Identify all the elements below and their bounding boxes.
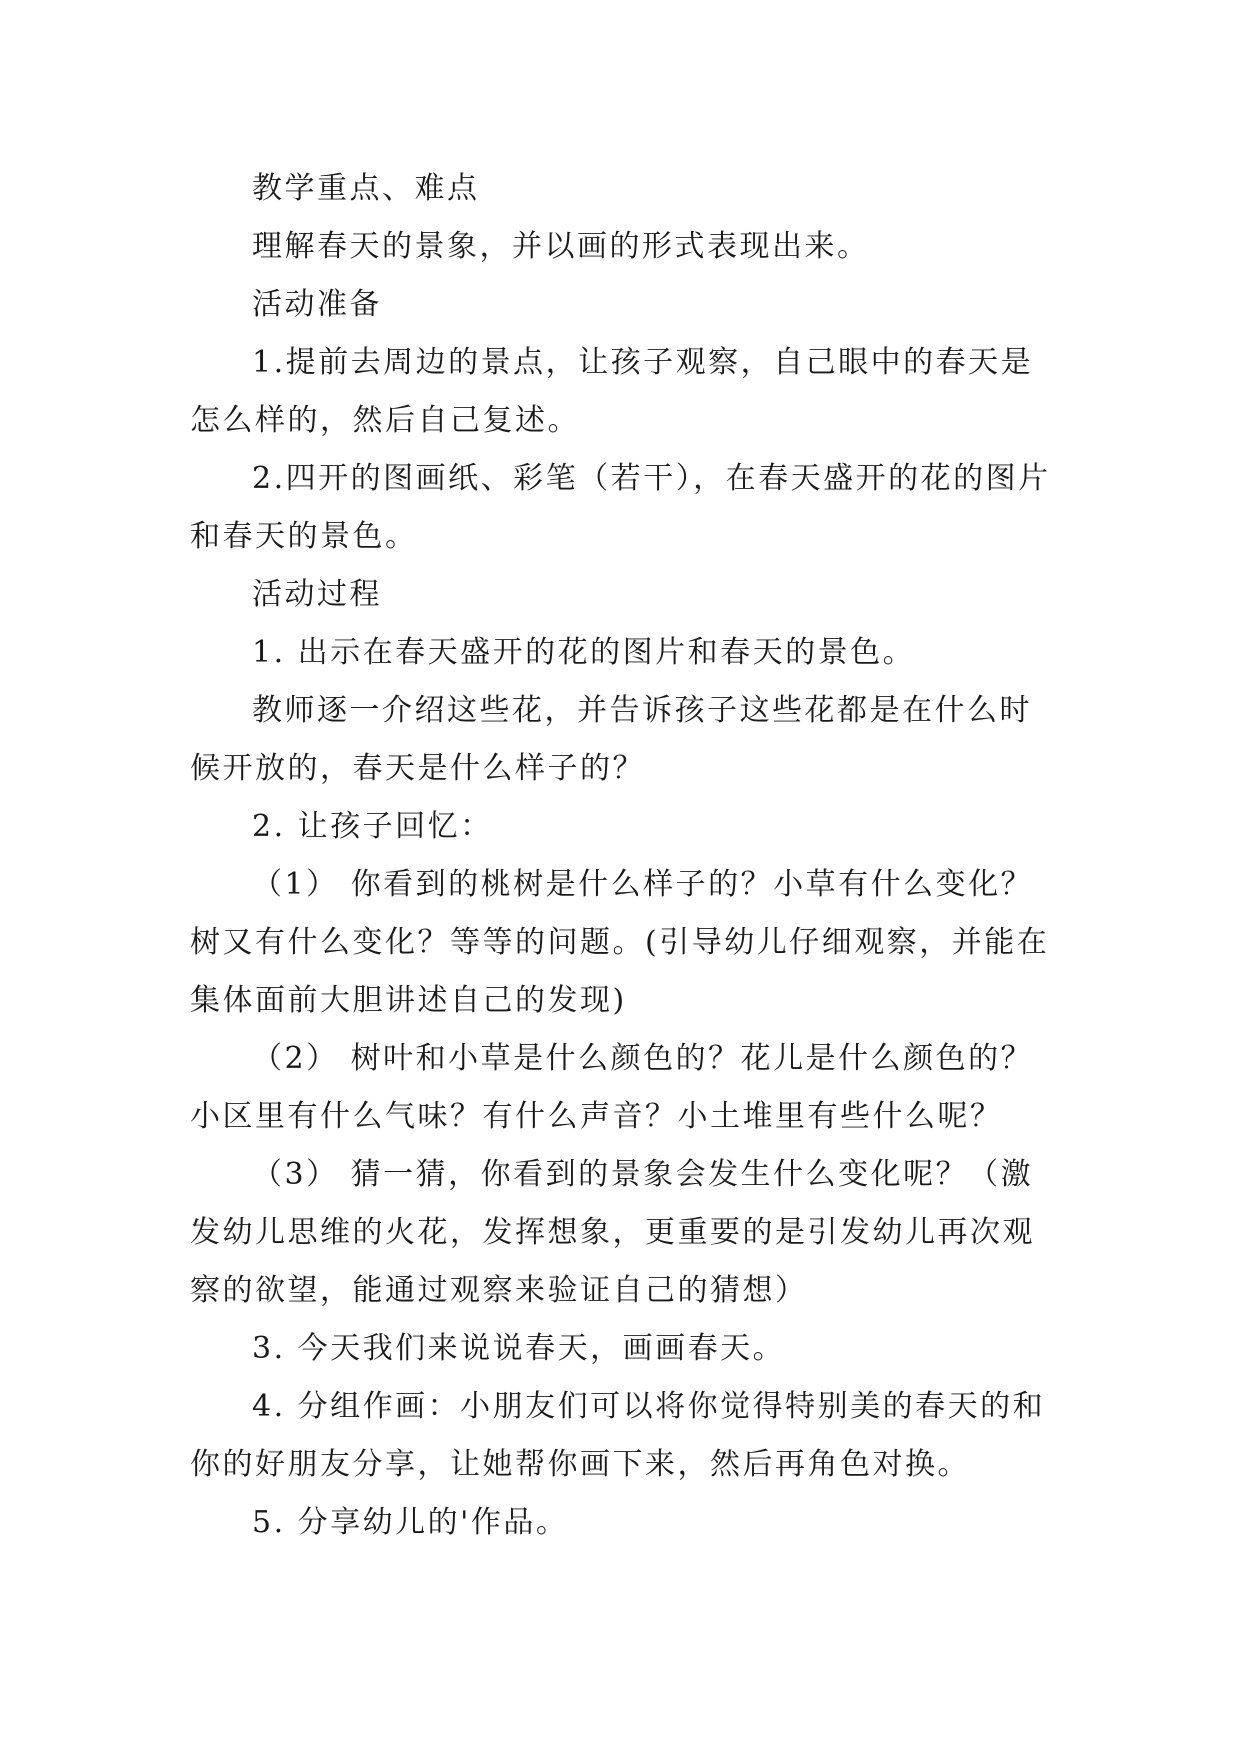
paragraph: 1. 出示在春天盛开的花的图片和春天的景色。 bbox=[252, 635, 916, 670]
paragraph: 2.四开的图画纸、彩笔（若干），在春天盛开的花的图片和春天的景色。 bbox=[190, 461, 1051, 554]
paragraph: 理解春天的景象，并以画的形式表现出来。 bbox=[252, 229, 870, 264]
heading-key-points: 教学重点、难点 bbox=[252, 171, 480, 206]
paragraph: 4. 分组作画：小朋友们可以将你觉得特别美的春天的和你的好朋友分享，让她帮你画下来，然后再角色对换。 bbox=[190, 1389, 1046, 1482]
paragraph: 1.提前去周边的景点，让孩子观察，自己眼中的春天是怎么样的，然后自己复述。 bbox=[190, 345, 1034, 438]
paragraph: 3. 今天我们来说说春天，画画春天。 bbox=[252, 1331, 786, 1366]
document-body bbox=[190, 160, 1060, 1552]
paragraph: 5. 分享幼儿的'作品。 bbox=[252, 1505, 569, 1540]
paragraph: 2. 让孩子回忆： bbox=[252, 809, 493, 844]
paragraph: 教师逐一介绍这些花，并告诉孩子这些花都是在什么时候开放的，春天是什么样子的？ bbox=[190, 693, 1032, 786]
paragraph: （2） 树叶和小草是什么颜色的？花儿是什么颜色的？小区里有什么气味？有什么声音？小土堆里有些什么呢？ bbox=[190, 1041, 1034, 1134]
paragraph: （1） 你看到的桃树是什么样子的？小草有什么变化？树又有什么变化？等等的问题。(引导幼儿仔细观察，并能在集体面前大胆讲述自己的发现) bbox=[190, 867, 1050, 1018]
heading-preparation: 活动准备 bbox=[252, 287, 382, 322]
paragraph: （3） 猜一猜，你看到的景象会发生什么变化呢？（激发幼儿思维的火花，发挥想象，更重要的是引发幼儿再次观察的欲望，能通过观察来验证自己的猜想） bbox=[190, 1157, 1035, 1308]
heading-process: 活动过程 bbox=[252, 577, 382, 612]
